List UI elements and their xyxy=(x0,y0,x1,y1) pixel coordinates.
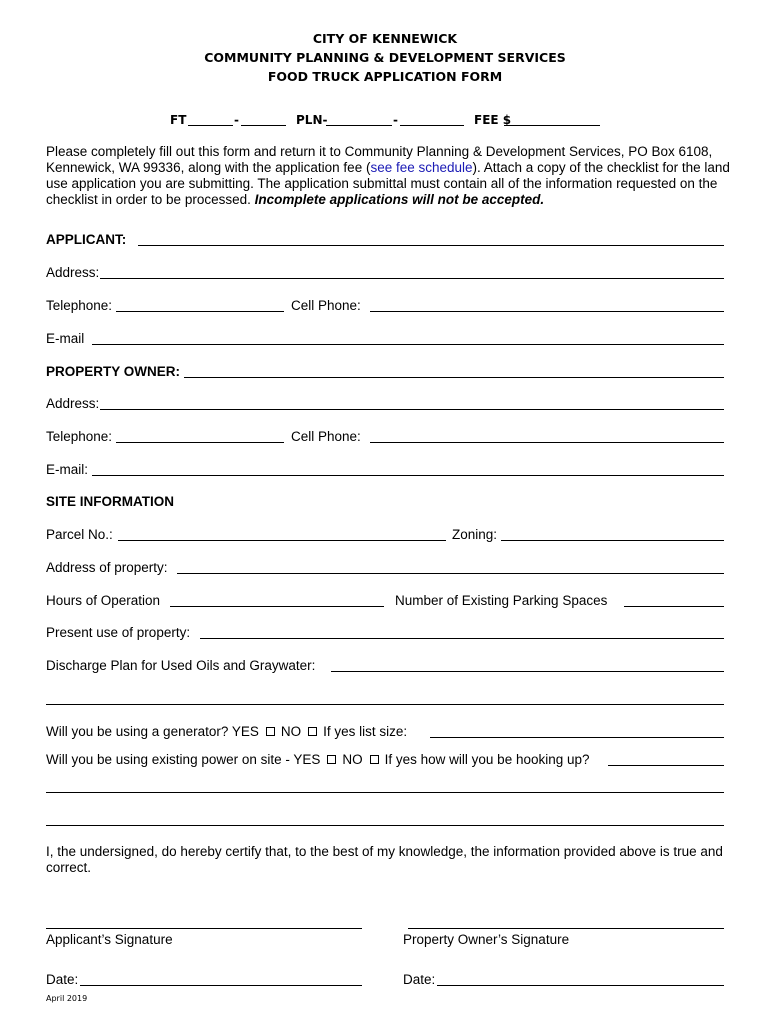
discharge-field[interactable] xyxy=(331,671,724,672)
applicant-signature-label: Applicant’s Signature xyxy=(46,932,173,947)
hours-field[interactable] xyxy=(170,606,384,607)
generator-question xyxy=(46,724,407,740)
owner-email-row xyxy=(46,458,724,478)
applicant-date-label: Date: xyxy=(46,972,79,987)
owner-date-label: Date: xyxy=(403,972,436,987)
power-no-label: NO xyxy=(342,752,363,767)
ft-field-2[interactable] xyxy=(241,113,286,126)
property-address-label: Address of property: xyxy=(46,560,168,575)
header-city: CITY OF KENNEWICK xyxy=(312,31,458,46)
generator-no-checkbox[interactable] xyxy=(308,727,317,736)
applicant-date-field[interactable] xyxy=(80,985,362,986)
pln-dash: - xyxy=(393,113,398,127)
fee-field[interactable] xyxy=(504,113,600,126)
power-hookup-field-line-3[interactable] xyxy=(46,825,724,826)
generator-no-label: NO xyxy=(280,724,302,739)
parking-label: Number of Existing Parking Spaces xyxy=(395,593,608,608)
applicant-address-row xyxy=(46,261,724,281)
owner-signature-field[interactable] xyxy=(408,928,724,929)
ft-field-1[interactable] xyxy=(188,113,233,126)
header-form-title: FOOD TRUCK APPLICATION FORM xyxy=(267,69,503,84)
present-use-label: Present use of property: xyxy=(46,625,191,640)
property-address-field[interactable] xyxy=(177,573,724,574)
power-yes-checkbox[interactable] xyxy=(327,755,336,764)
owner-name-field[interactable] xyxy=(184,377,724,378)
power-row xyxy=(46,748,724,768)
fee-label: FEE $ xyxy=(474,113,512,127)
instructions-text-continued: ). Attach a copy of the checklist for the land use application you are submitting. The application submittal must contain all of the information requested on the checklist in order to be processed. xyxy=(46,160,730,207)
discharge-row xyxy=(46,654,724,674)
owner-date-row xyxy=(403,968,724,988)
property-address-row xyxy=(46,556,724,576)
owner-cell-field[interactable] xyxy=(370,442,724,443)
fee-schedule-link[interactable]: see fee schedule xyxy=(370,160,473,175)
applicant-email-field[interactable] xyxy=(92,344,724,345)
owner-telephone-field[interactable] xyxy=(116,442,284,443)
power-hookup-field-line-2[interactable] xyxy=(46,792,724,793)
applicant-date-row xyxy=(46,968,362,988)
power-hookup-field[interactable] xyxy=(608,765,724,766)
zoning-field[interactable] xyxy=(501,540,724,541)
certification-statement: I, the undersigned, do hereby certify that, to the best of my knowledge, the information provided above is true and correct. xyxy=(46,844,723,875)
owner-heading: PROPERTY OWNER: xyxy=(46,364,181,379)
present-use-row xyxy=(46,621,724,641)
applicant-address-field[interactable] xyxy=(100,278,724,279)
parcel-field[interactable] xyxy=(118,540,446,541)
instructions-text: Please completely fill out this form and return it to Community Planning & Development Services, PO Box 6108, Kennewick, WA 99336, along with the application fee ( xyxy=(46,144,713,175)
hours-row xyxy=(46,589,724,609)
applicant-heading: APPLICANT: xyxy=(46,232,127,247)
applicant-name-field[interactable] xyxy=(138,245,724,246)
revision-date: April 2019 xyxy=(46,994,88,1003)
owner-address-field[interactable] xyxy=(100,409,724,410)
pln-field-2[interactable] xyxy=(400,113,464,126)
ft-label: FT xyxy=(170,113,187,127)
generator-yes-checkbox[interactable] xyxy=(266,727,275,736)
owner-email-label: E-mail: xyxy=(46,462,89,477)
discharge-field-continued[interactable] xyxy=(46,704,724,705)
site-heading: SITE INFORMATION xyxy=(46,494,174,509)
applicant-cell-field[interactable] xyxy=(370,311,724,312)
instructions-paragraph xyxy=(46,144,736,208)
power-no-checkbox[interactable] xyxy=(370,755,379,764)
applicant-email-label: E-mail xyxy=(46,331,85,346)
hours-label: Hours of Operation xyxy=(46,593,161,608)
zoning-label: Zoning: xyxy=(452,527,498,542)
applicant-row xyxy=(46,228,724,248)
site-heading-row xyxy=(46,490,724,510)
owner-phone-row xyxy=(46,425,724,445)
present-use-field[interactable] xyxy=(200,638,724,639)
parcel-row xyxy=(46,523,724,543)
incomplete-warning: Incomplete applications will not be accepted. xyxy=(254,192,545,207)
power-hookup-label: If yes how will you be hooking up? xyxy=(384,752,590,767)
applicant-telephone-label: Telephone: xyxy=(46,298,113,313)
pln-label: PLN- xyxy=(296,113,328,127)
owner-address-label: Address: xyxy=(46,396,100,411)
generator-question-text: Will you be using a generator? YES xyxy=(46,724,259,739)
ft-dash: - xyxy=(234,113,239,127)
owner-telephone-label: Telephone: xyxy=(46,429,113,444)
applicant-email-row xyxy=(46,327,724,347)
owner-address-row xyxy=(46,392,724,412)
applicant-phone-row xyxy=(46,294,724,314)
owner-cell-label: Cell Phone: xyxy=(291,429,361,444)
power-question-text: Will you be using existing power on site - YES xyxy=(46,752,321,767)
header-department: COMMUNITY PLANNING & DEVELOPMENT SERVICES xyxy=(204,50,566,65)
form-header xyxy=(0,29,770,86)
owner-row xyxy=(46,360,724,380)
applicant-signature-field[interactable] xyxy=(46,928,362,929)
generator-row xyxy=(46,720,724,740)
owner-signature-label: Property Owner’s Signature xyxy=(403,932,570,947)
discharge-label: Discharge Plan for Used Oils and Graywater: xyxy=(46,658,316,673)
generator-size-field[interactable] xyxy=(430,737,724,738)
generator-size-label: If yes list size: xyxy=(323,724,408,739)
parking-field[interactable] xyxy=(624,606,724,607)
power-question xyxy=(46,752,590,768)
pln-field-1[interactable] xyxy=(326,113,392,126)
applicant-address-label: Address: xyxy=(46,265,100,280)
applicant-cell-label: Cell Phone: xyxy=(291,298,361,313)
applicant-telephone-field[interactable] xyxy=(116,311,284,312)
owner-email-field[interactable] xyxy=(92,475,724,476)
parcel-label: Parcel No.: xyxy=(46,527,113,542)
owner-date-field[interactable] xyxy=(437,985,724,986)
